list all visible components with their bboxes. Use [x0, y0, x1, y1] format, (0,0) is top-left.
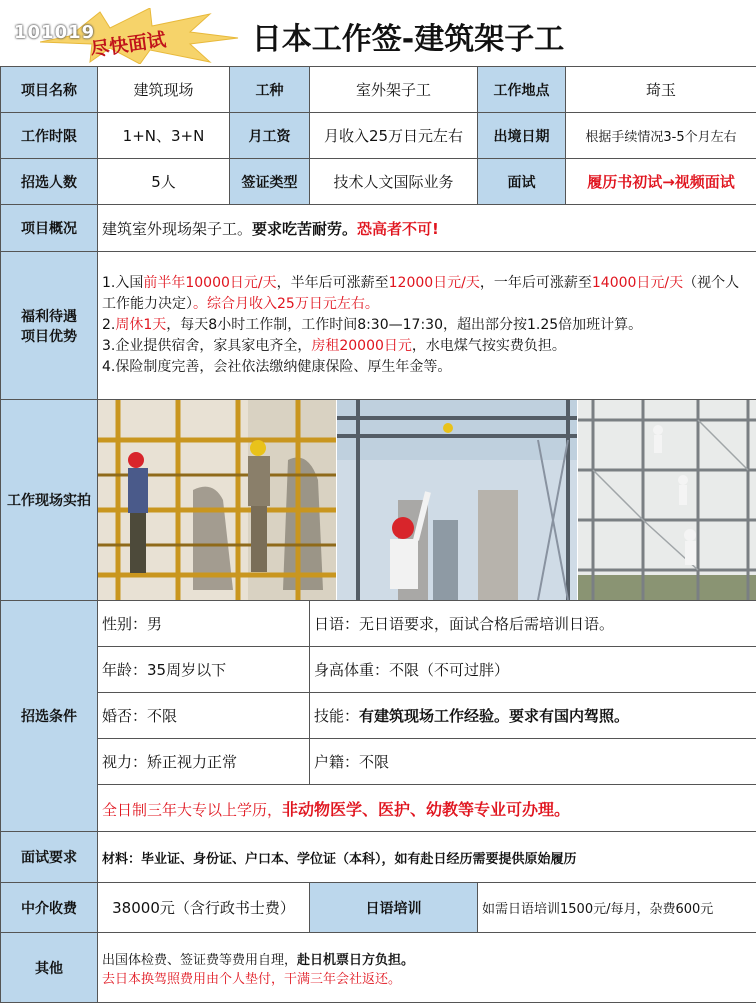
benefit-line-4: 4.保险制度完善，会社依法缴纳健康保险、厚生年金等。	[102, 359, 452, 375]
table-row	[1, 205, 756, 252]
vision-value: 视力：矫正视力正常	[98, 739, 310, 785]
benefits-value	[98, 252, 756, 400]
departure-value: 根据手续情况3-5个月左右	[566, 113, 756, 159]
term-label: 工作时限	[1, 113, 98, 159]
visa-type-value: 技术人文国际业务	[310, 159, 478, 205]
table-row	[1, 113, 756, 159]
education-value: 全日制三年大专以上学历，非动物医学、医护、幼教等专业可办理。	[98, 785, 756, 832]
job-type-value: 室外架子工	[310, 67, 478, 113]
gender-value: 性别：男	[98, 601, 310, 647]
page-title: 日本工作签-建筑架子工	[251, 22, 565, 57]
table-row	[1, 400, 756, 601]
photos-label: 工作现场实拍	[1, 400, 98, 601]
overview-requirement: 要求吃苦耐劳。	[252, 219, 358, 238]
body-value: 身高体重：不限（不可过胖）	[310, 647, 756, 693]
job-info-table	[0, 66, 756, 1003]
japanese-value: 日语：无日语要求，面试合格后需培训日语。	[310, 601, 756, 647]
salary-label: 月工资	[230, 113, 310, 159]
project-name-value: 建筑现场	[98, 67, 230, 113]
fee-value: 38000元（含行政书士费）	[98, 883, 310, 933]
scaffold-photo-2	[337, 400, 577, 600]
project-name-label: 项目名称	[1, 67, 98, 113]
hukou-value: 户籍：不限	[310, 739, 756, 785]
job-code: 101019	[14, 22, 96, 43]
interview-req-value: 材料：毕业证、身份证、户口本、学位证（本科），如有赴日经历需要提供原始履历	[98, 832, 756, 883]
benefit-line-3: 3.企业提供宿舍，家具家电齐全，房租20000日元，水电煤气按实费负担。	[102, 338, 566, 354]
skill-value: 技能：有建筑现场工作经验。要求有国内驾照。	[310, 693, 756, 739]
work-location-value: 琦玉	[566, 67, 756, 113]
worksite-photos	[98, 400, 756, 601]
other-line-1: 出国体检费、签证费等费用自理，赴日机票日方负担。	[102, 952, 415, 968]
table-row	[1, 601, 756, 647]
other-label: 其他	[1, 933, 98, 1003]
marriage-value: 婚否：不限	[98, 693, 310, 739]
scaffold-photo-1	[98, 400, 336, 600]
training-label: 日语培训	[310, 883, 478, 933]
overview-label: 项目概况	[1, 205, 98, 252]
work-location-label: 工作地点	[478, 67, 566, 113]
benefits-label-line2: 项目优势	[21, 328, 77, 345]
table-row	[1, 785, 756, 832]
overview-warning: 恐高者不可!	[357, 219, 439, 238]
interview-label: 面试	[478, 159, 566, 205]
table-row	[1, 159, 756, 205]
table-row	[1, 832, 756, 883]
fee-label: 中介收费	[1, 883, 98, 933]
departure-label: 出境日期	[478, 113, 566, 159]
training-value: 如需日语培训1500元/每月，杂费600元	[478, 883, 756, 933]
salary-value: 月收入25万日元左右	[310, 113, 478, 159]
table-row	[1, 933, 756, 1003]
other-line-2: 去日本换驾照费用由个人垫付，干满三年会社返还。	[102, 971, 402, 987]
interview-value: 履历书初试→视频面试	[566, 159, 756, 205]
other-value	[98, 933, 756, 1003]
urgent-badge-text: 尽快面试	[89, 28, 168, 62]
overview-text: 建筑室外现场架子工。	[102, 219, 253, 238]
table-row	[1, 67, 756, 113]
benefit-line-2: 2.周休1天，每天8小时工作制，工作时间8:30—17:30，超出部分按1.25倍加班计算。	[102, 317, 643, 333]
scaffold-photo-3	[578, 400, 756, 600]
overview-value	[98, 205, 756, 252]
age-value: 年龄：35周岁以下	[98, 647, 310, 693]
benefits-label-line1: 福利待遇	[21, 308, 77, 325]
job-type-label: 工种	[230, 67, 310, 113]
headcount-label: 招选人数	[1, 159, 98, 205]
table-row	[1, 252, 756, 400]
table-row	[1, 739, 756, 785]
table-row	[1, 647, 756, 693]
benefits-label	[1, 252, 98, 400]
table-row	[1, 693, 756, 739]
headcount-value: 5人	[98, 159, 230, 205]
worksite-photo-strip	[98, 400, 756, 600]
term-value: 1+N、3+N	[98, 113, 230, 159]
visa-type-label: 签证类型	[230, 159, 310, 205]
conditions-label: 招选条件	[1, 601, 98, 832]
interview-req-label: 面试要求	[1, 832, 98, 883]
poster-header	[0, 0, 756, 66]
benefit-line-1: 1.入国前半年10000日元/天，半年后可涨薪至12000日元/天，一年后可涨薪至14000日元/天（视个人工作能力决定）。综合月收入25万日元左右。	[102, 275, 740, 312]
table-row	[1, 883, 756, 933]
